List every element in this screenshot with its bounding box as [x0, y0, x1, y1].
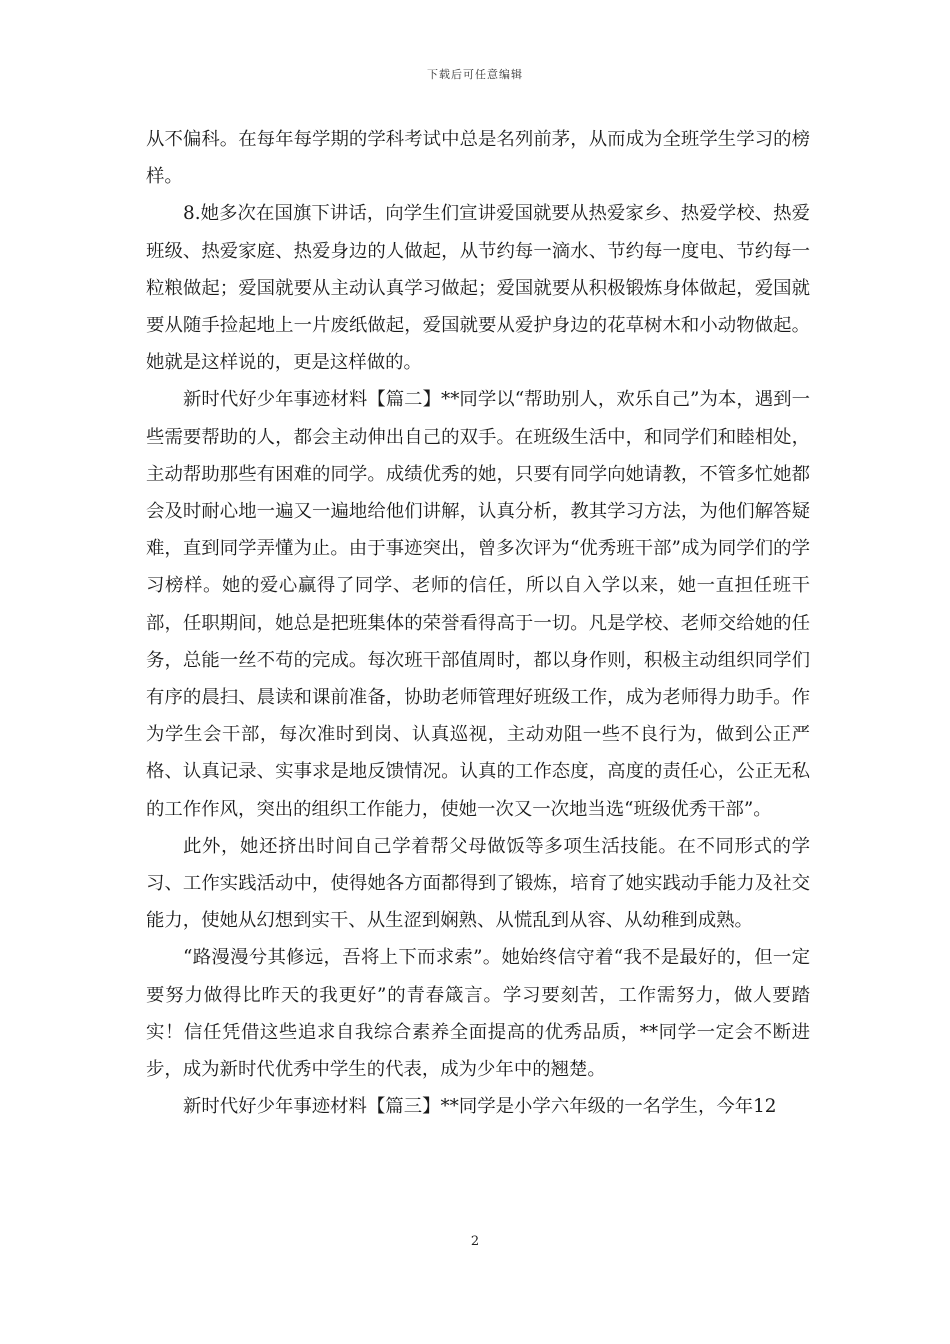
- paragraph-3: 新时代好少年事迹材料【篇二】**同学以“帮助别人，欢乐自己”为本，遇到一些需要帮助的人，都会主动伸出自己的双手。在班级生活中，和同学们和睦相处，主动帮助那些有困难的同学。成绩优秀的她，只要有同学向她请教，不管多忙她都会及时耐心地一遍又一遍地给他们讲解，认真分析，教其学习方法，为他们解答疑难，直到同学弄懂为止。由于事迹突出，曾多次评为“优秀班干部”成为同学们的学习榜样。她的爱心赢得了同学、老师的信任，所以自入学以来，她一直担任班干部，任职期间，她总是把班集体的荣誉看得高于一切。凡是学校、老师交给她的任务，总能一丝不苟的完成。每次班干部值周时，都以身作则，积极主动组织同学们有序的晨扫、晨读和课前准备，协助老师管理好班级工作，成为老师得力助手。作为学生会干部，每次准时到岗、认真巡视，主动劝阻一些不良行为，做到公正严格、认真记录、实事求是地反馈情况。认真的工作态度，高度的责任心，公正无私的工作作风，突出的组织工作能力，使她一次又一次地当选“班级优秀干部”。: [146, 389, 810, 820]
- page-header: 下载后可任意编辑: [427, 68, 523, 81]
- paragraph-6: 新时代好少年事迹材料【篇三】**同学是小学六年级的一名学生，今年12: [183, 1096, 777, 1118]
- paragraph-5: “路漫漫兮其修远，吾将上下而求索”。她始终信守着“我不是最好的，但一定要努力做得比昨天的我更好”的青春箴言。学习要刻苦，工作需努力，做人要踏实！信任凭借这些追求自我综合素养全面提高的优秀品质，**同学一定会不断进步，成为新时代优秀中学生的代表，成为少年中的翘楚。: [146, 947, 810, 1081]
- paragraph-4: 此外，她还挤出时间自己学着帮父母做饭等多项生活技能。在不同形式的学习、工作实践活动中，使得她各方面都得到了锻炼，培育了她实践动手能力及社交能力，使她从幻想到实干、从生涩到娴熟、从慌乱到从容、从幼稚到成熟。: [146, 835, 810, 932]
- paragraph-1: 从不偏科。在每年每学期的学科考试中总是名列前茅，从而成为全班学生学习的榜样。: [146, 129, 810, 188]
- document-body: [146, 121, 810, 1125]
- paragraph-2: 8.她多次在国旗下讲话，向学生们宣讲爱国就要从热爱家乡、热爱学校、热爱班级、热爱家庭、热爱身边的人做起，从节约每一滴水、节约每一度电、节约每一粒粮做起；爱国就要从主动认真学习做起；爱国就要从积极锻炼身体做起，爱国就要从随手捡起地上一片废纸做起，爱国就要从爱护身边的花草树木和小动物做起。她就是这样说的，更是这样做的。: [146, 203, 810, 374]
- page-number: 2: [470, 1234, 480, 1249]
